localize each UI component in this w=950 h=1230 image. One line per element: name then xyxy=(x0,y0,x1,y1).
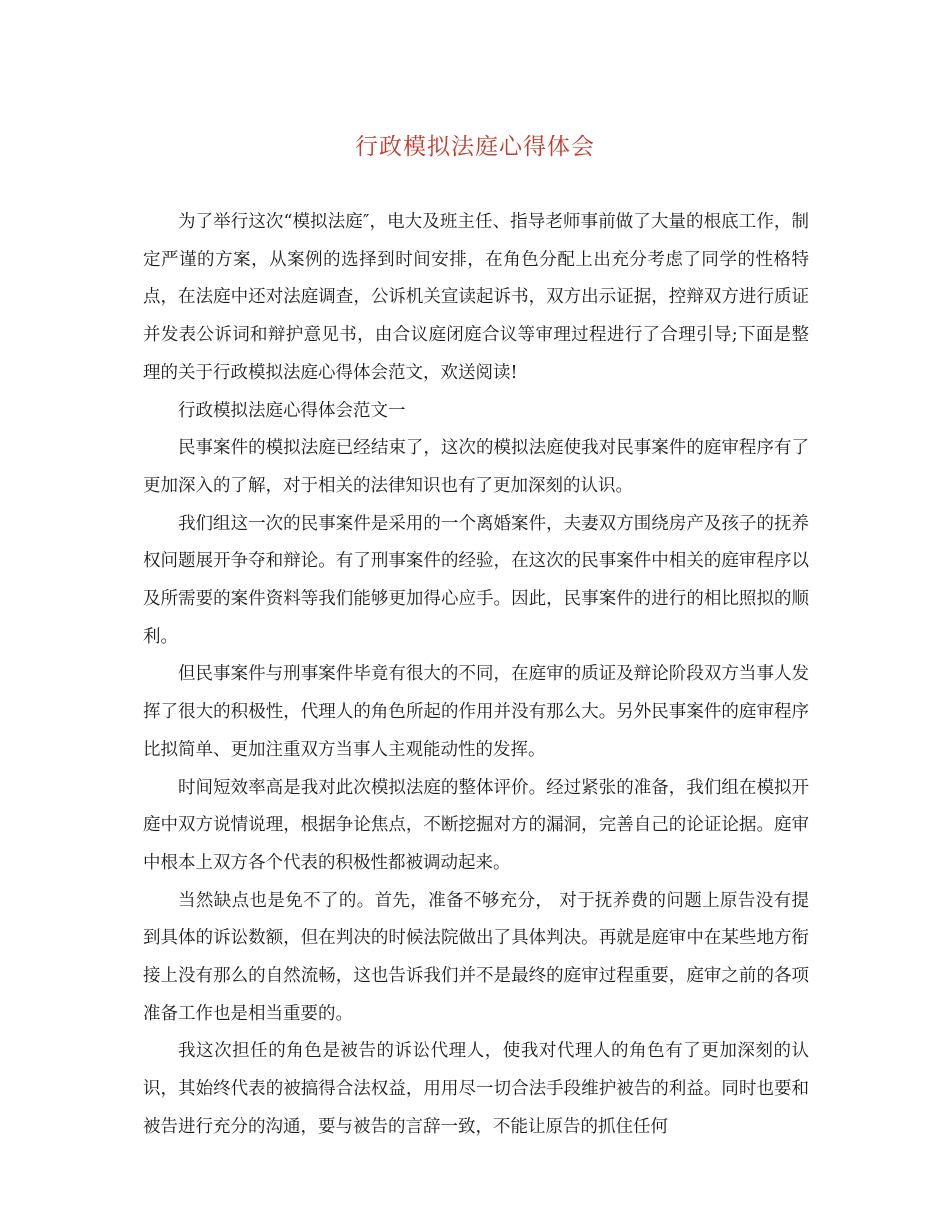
paragraph: 我这次担任的角色是被告的诉讼代理人，使我对代理人的角色有了更加深刻的认识，其始终代表的被搞得合法权益，用用尽一切合法手段维护被告的利益。同时也要和被告进行充分的沟通，要与被告的言辞一致，不能让原告的抓住任何 xyxy=(143,1041,809,1137)
section-heading: 行政模拟法庭心得体会范文一 xyxy=(178,400,406,421)
document-body xyxy=(143,204,809,1147)
paragraph: 民事案件的模拟法庭已经结束了，这次的模拟法庭使我对民事案件的庭审程序有了更加深入的了解，对于相关的法律知识也有了更加深刻的认识。 xyxy=(143,438,809,496)
paragraph: 但民事案件与刑事案件毕竟有很大的不同，在庭审的质证及辩论阶段双方当事人发挥了很大的积极性，代理人的角色所起的作用并没有那么大。另外民事案件的庭审程序比拟简单、更加注重双方当事人主观能动性的发挥。 xyxy=(143,664,809,760)
paragraph: 时间短效率高是我对此次模拟法庭的整体评价。经过紧张的准备，我们组在模拟开庭中双方说情说理，根据争论焦点，不断挖掘对方的漏洞，完善自己的论证论据。庭审中根本上双方各个代表的积极性都被调动起来。 xyxy=(143,777,809,873)
paragraph: 我们组这一次的民事案件是采用的一个离婚案件，夫妻双方围绕房产及孩子的抚养权问题展开争夺和辩论。有了刑事案件的经验，在这次的民事案件中相关的庭审程序以及所需要的案件资料等我们能够更加得心应手。因此，民事案件的进行的相比照拟的顺利。 xyxy=(143,513,809,647)
document-title: 行政模拟法庭心得体会 xyxy=(355,134,595,160)
paragraph-intro: 为了举行这次“模拟法庭″，电大及班主任、指导老师事前做了大量的根底工作，制定严谨的方案，从案例的选择到时间安排，在角色分配上出充分考虑了同学的性格特点，在法庭中还对法庭调查，公诉机关宣读起诉书，双方出示证据，控辩双方进行质证并发表公诉词和辩护意见书，由合议庭闭庭合议等审理过程进行了合理引导;下面是整理的关于行政模拟法庭心得体会范文，欢送阅读! xyxy=(143,212,809,383)
paragraph: 当然缺点也是免不了的。首先，准备不够充分， 对于抚养费的问题上原告没有提到具体的诉讼数额，但在判决的时候法院做出了具体判决。再就是庭审中在某些地方衔接上没有那么的自然流畅，这也告诉我们并不是最终的庭审过程重要，庭审之前的各项准备工作也是相当重要的。 xyxy=(143,890,809,1024)
